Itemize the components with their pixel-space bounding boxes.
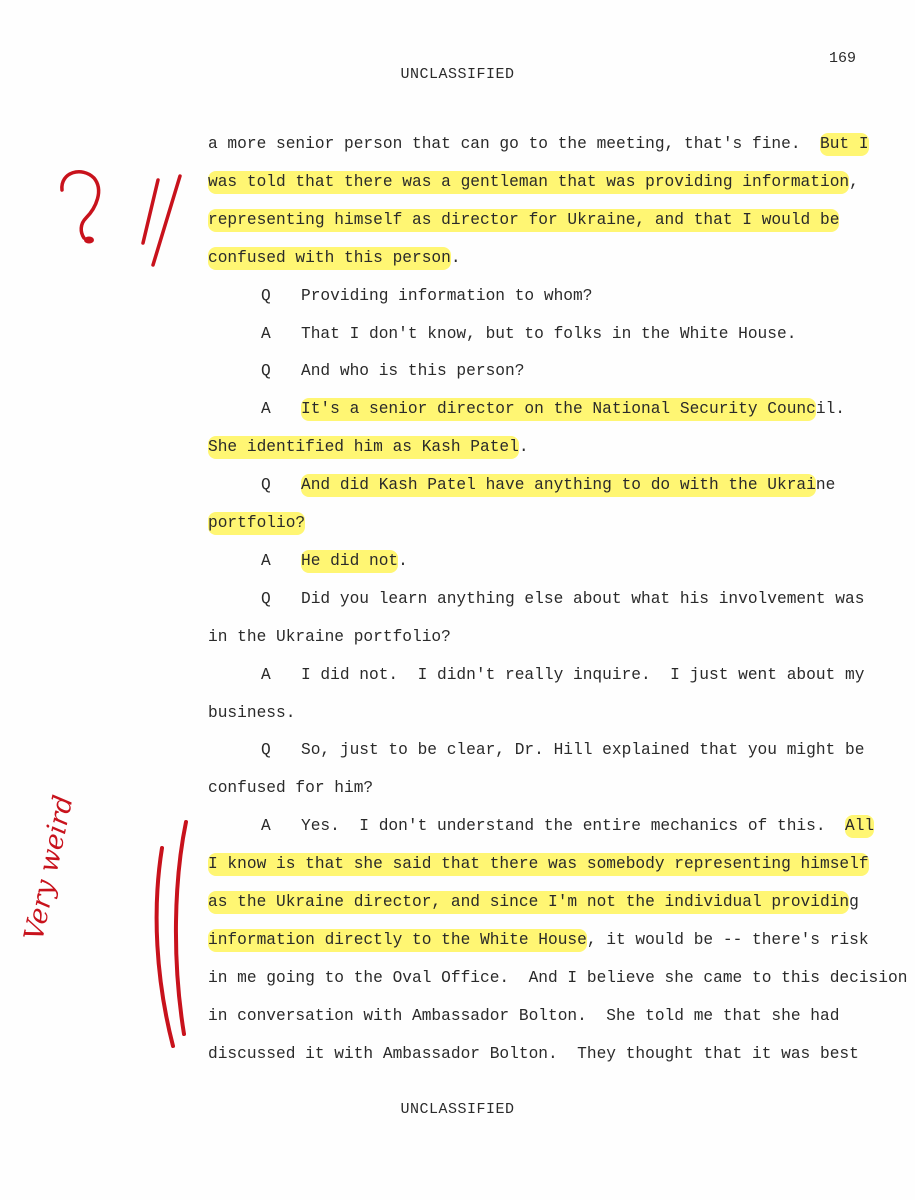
- line-text: , it would be -- there's risk: [586, 931, 869, 949]
- highlighted-text: She identified him as Kash Patel: [208, 436, 519, 459]
- speaker-label: A: [261, 817, 271, 835]
- transcript-line: [208, 778, 373, 798]
- highlighted-text: confused with this person: [208, 247, 451, 270]
- transcript-line: [208, 930, 869, 950]
- highlighted-text: representing himself as director for Ukraine, and that I would be: [208, 209, 839, 232]
- line-text: in the Ukraine portfolio?: [208, 628, 451, 646]
- transcript-line: [301, 740, 864, 760]
- transcript-line: [208, 1044, 859, 1064]
- margin-bracket-1: [157, 848, 173, 1046]
- highlighted-text: as the Ukraine director, and since I'm not the individual providin: [208, 891, 849, 914]
- line-text: il.: [815, 400, 846, 418]
- line-text: discussed it with Ambassador Bolton. They thought that it was best: [208, 1045, 859, 1063]
- transcript-line: [208, 172, 859, 192]
- line-text: Yes. I don't understand the entire mechanics of this.: [301, 817, 845, 835]
- transcript-line: [208, 437, 529, 457]
- line-text: I did not. I didn't really inquire. I just went about my: [301, 666, 865, 684]
- highlighted-text: And did Kash Patel have anything to do with the Ukrai: [301, 474, 816, 497]
- highlighted-text: It's a senior director on the National Security Counc: [301, 398, 816, 421]
- line-text: So, just to be clear, Dr. Hill explained that you might be: [301, 741, 865, 759]
- speaker-label: Q: [261, 590, 271, 608]
- line-text: in me going to the Oval Office. And I believe she came to this decision: [208, 969, 908, 987]
- transcript-line: [208, 513, 305, 533]
- speaker-label: A: [261, 666, 271, 684]
- line-text: business.: [208, 704, 296, 722]
- page-number: 169: [829, 50, 857, 67]
- transcript-line: [301, 589, 864, 609]
- transcript-line: [208, 248, 461, 268]
- line-text: .: [398, 552, 408, 570]
- transcript-line: [208, 703, 295, 723]
- classification-footer: UNCLASSIFIED: [400, 1101, 515, 1118]
- line-text: confused for him?: [208, 779, 374, 797]
- line-text: That I don't know, but to folks in the White House.: [301, 325, 797, 343]
- line-text: g: [849, 893, 859, 911]
- question-mark-dot: [84, 237, 94, 244]
- line-text: ,: [849, 173, 859, 191]
- highlighted-text: information directly to the White House: [208, 929, 587, 952]
- transcript-line: [301, 665, 864, 685]
- speaker-label: A: [261, 325, 271, 343]
- line-text: Providing information to whom?: [301, 287, 593, 305]
- transcript-line: [301, 399, 845, 419]
- speaker-label: A: [261, 552, 271, 570]
- line-text: Did you learn anything else about what his involvement was: [301, 590, 865, 608]
- line-text: ne: [815, 476, 836, 494]
- transcript-line: [208, 1006, 839, 1026]
- highlighted-text: portfolio?: [208, 512, 305, 535]
- transcript-line: [301, 475, 835, 495]
- highlighted-text: All: [845, 815, 874, 838]
- transcript-line: [208, 854, 869, 874]
- transcript-line: [208, 892, 859, 912]
- question-mark-annotation: [62, 172, 99, 238]
- line-text: .: [518, 438, 529, 456]
- line-text: .: [450, 249, 461, 267]
- transcript-line: [208, 627, 451, 647]
- transcript-line: [208, 210, 839, 230]
- line-text: in conversation with Ambassador Bolton. She told me that she had: [208, 1007, 840, 1025]
- highlighted-text: But I: [820, 133, 869, 156]
- speaker-label: A: [261, 400, 271, 418]
- transcript-line: [301, 286, 592, 306]
- transcript-line: [208, 968, 907, 988]
- margin-note-text: Very weird: [18, 792, 80, 944]
- transcript-line: [301, 551, 408, 571]
- classification-header: UNCLASSIFIED: [400, 66, 515, 83]
- line-text: And who is this person?: [301, 362, 525, 380]
- transcript-line: [301, 361, 524, 381]
- speaker-label: Q: [261, 362, 271, 380]
- speaker-label: Q: [261, 476, 271, 494]
- transcript-line: [208, 134, 869, 154]
- speaker-label: Q: [261, 287, 271, 305]
- transcript-line: [301, 324, 796, 344]
- transcript-line: [301, 816, 874, 836]
- margin-bracket-2: [176, 822, 186, 1034]
- line-text: a more senior person that can go to the meeting, that's fine.: [208, 135, 820, 153]
- margin-slash-1: [143, 180, 158, 243]
- speaker-label: Q: [261, 741, 271, 759]
- highlighted-text: He did not: [301, 550, 398, 573]
- highlighted-text: I know is that she said that there was somebody representing himself: [208, 853, 869, 876]
- margin-slash-2: [153, 176, 180, 265]
- highlighted-text: was told that there was a gentleman that was providing information: [208, 171, 849, 194]
